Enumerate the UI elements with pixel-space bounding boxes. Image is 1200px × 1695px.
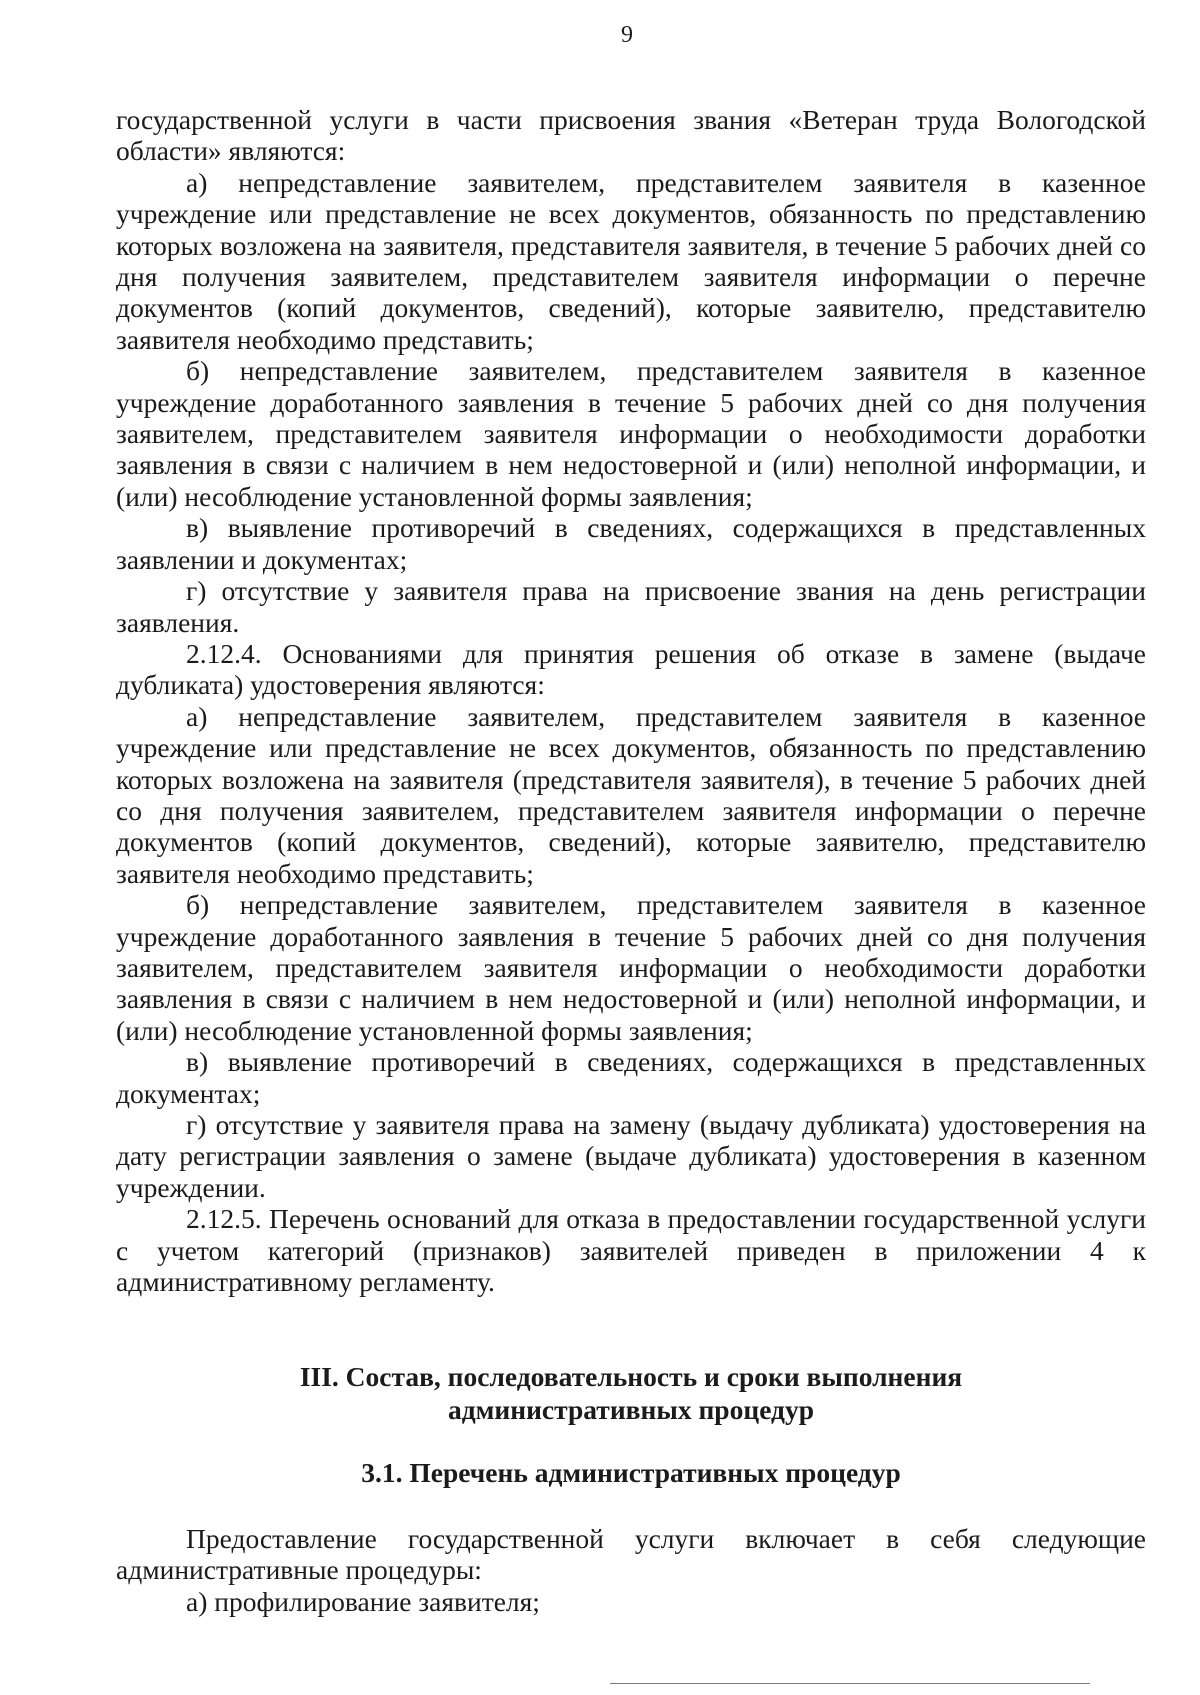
paragraph-item-g: г) отсутствие у заявителя права на присвоение звания на день регистрации заявления. — [116, 575, 1146, 638]
section-3-heading-line2: административных процедур — [448, 1394, 814, 1425]
paragraph-item-b: б) непредставление заявителем, представителем заявителя в казенное учреждение доработанного заявления в течение 5 рабочих дней со дня получения заявителем, представителем заявителя информации о необходимости доработки заявления в связи с наличием в нем недостоверной и (или) неполной информации, и (или) несоблюдение установленной формы заявления; — [116, 889, 1146, 1046]
page-number: 9 — [621, 22, 633, 48]
paragraph-procedures-intro: Предоставление государственной услуги включает в себя следующие административные процедуры: — [116, 1523, 1146, 1586]
paragraph-item-a: а) непредставление заявителем, представителем заявителя в казенное учреждение или представление не всех документов, обязанность по представлению которых возложена на заявителя, представителя заявителя, в течение 5 рабочих дней со дня получения заявителем, представителем заявителя информации о перечне документов (копий документов, сведений), которые заявителю, представителю заявителя необходимо представить; — [116, 166, 1146, 355]
paragraph-item-v: в) выявление противоречий в сведениях, содержащихся в представленных документах; — [116, 1046, 1146, 1109]
paragraph-item-a: а) непредставление заявителем, представителем заявителя в казенное учреждение или представление не всех документов, обязанность по представлению которых возложена на заявителя (представителя заявителя), в течение 5 рабочих дней со дня получения заявителем, представителем заявителя информации о перечне документов (копий документов, сведений), которые заявителю, представителю заявителя необходимо представить; — [116, 700, 1146, 889]
paragraph-item-a: а) профилирование заявителя; — [186, 1585, 540, 1617]
paragraph-item-v: в) выявление противоречий в сведениях, содержащихся в представленных заявлении и документах; — [116, 512, 1146, 575]
footer-divider — [610, 1683, 1090, 1684]
section-3-1-heading: 3.1. Перечень административных процедур — [361, 1457, 901, 1488]
paragraph-item-b: б) непредставление заявителем, представителем заявителя в казенное учреждение доработанного заявления в течение 5 рабочих дней со дня получения заявителем, представителем заявителя информации о необходимости доработки заявления в связи с наличием в нем недостоверной и (или) неполной информации, и (или) несоблюдение установленной формы заявления; — [116, 355, 1146, 512]
paragraph-clause-2-12-5: 2.12.5. Перечень оснований для отказа в предоставлении государственной услуги с учетом категорий (признаков) заявителей приведен в приложении 4 к административному регламенту. — [116, 1203, 1146, 1298]
document-body — [116, 104, 1146, 1297]
section-3-heading-line1: III. Состав, последовательность и сроки выполнения — [299, 1361, 963, 1392]
paragraph-item-g: г) отсутствие у заявителя права на замену (выдачу дубликата) удостоверения на дату регистрации заявления о замене (выдаче дубликата) удостоверения в казенном учреждении. — [116, 1109, 1146, 1203]
section-3-heading — [116, 1360, 1146, 1426]
paragraph-continuation: государственной услуги в части присвоения звания «Ветеран труда Вологодской области» являются: — [116, 104, 1146, 167]
section-3-1-body — [116, 1523, 1146, 1617]
paragraph-clause-2-12-4: 2.12.4. Основаниями для принятия решения об отказе в замене (выдаче дубликата) удостоверения являются: — [116, 637, 1146, 701]
